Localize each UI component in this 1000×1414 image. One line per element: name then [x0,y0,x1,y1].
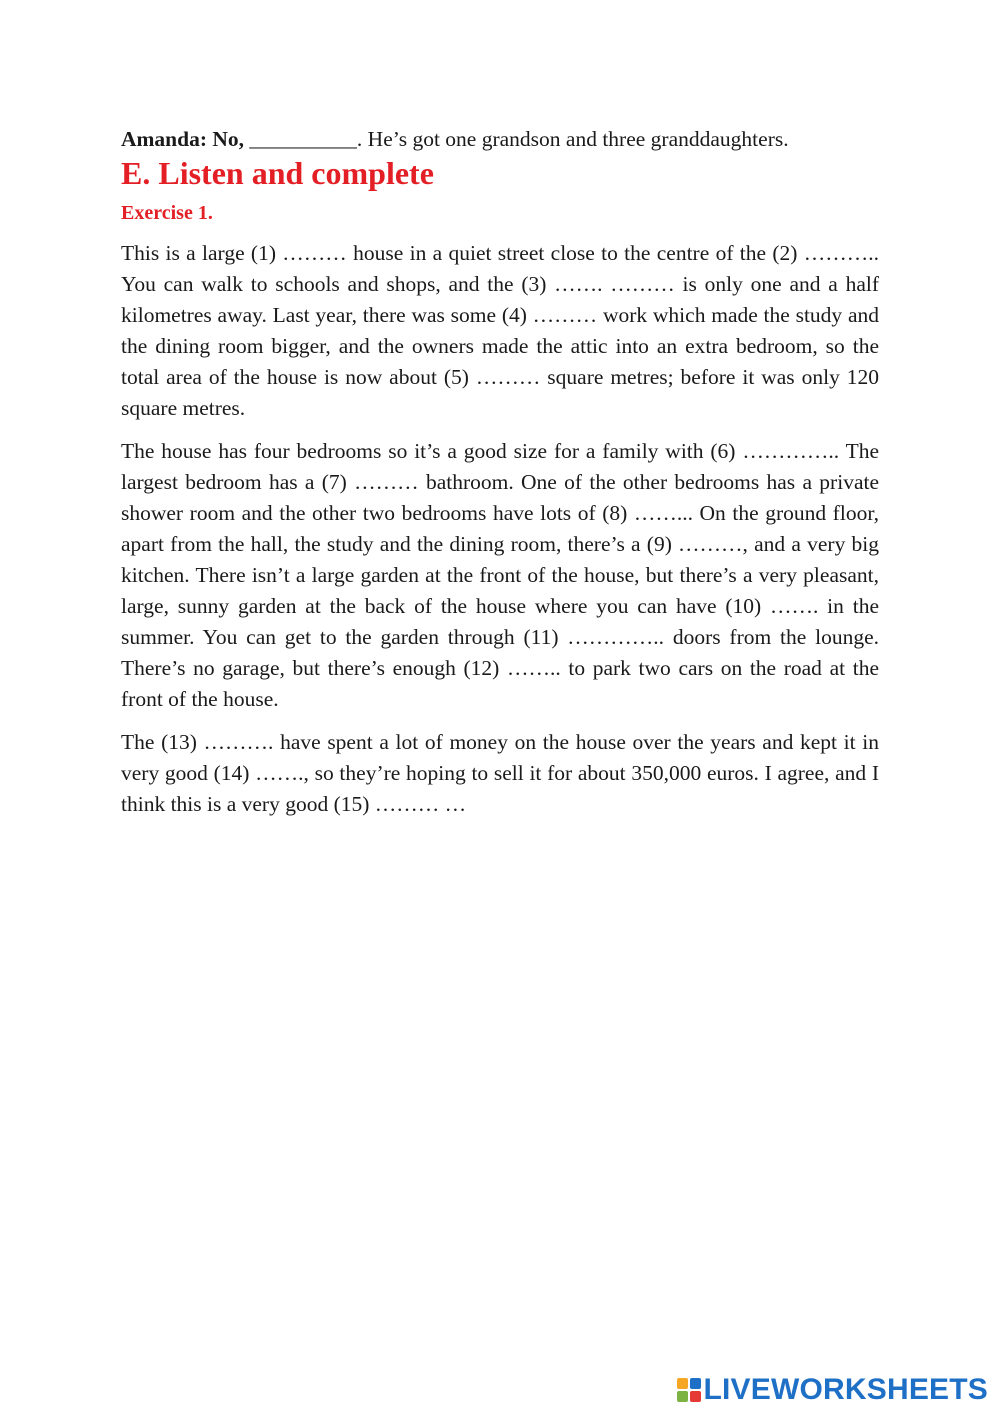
worksheet-page [121,124,879,832]
section-title: E. Listen and complete [121,155,434,191]
exercise-label: Exercise 1. [121,202,213,224]
paragraph-1: This is a large (1) ……… house in a quiet street close to the centre of the (2) ……….. You can walk to schools and shops, and the (3) ……. ……… is only one and a half kilometres away. Last year, there was some (4) ……… work which made the study and the dining room bigger, and the owners made the attic into an extra bedroom, so the total area of the house is now about (5) ……… square metres; before it was only 120 square metres. [121,241,879,420]
speaker-name: Amanda: No, [121,127,245,151]
dialogue-line [121,124,879,154]
dialogue-text: __________. He’s got one grandson and three granddaughters. [244,127,789,151]
paragraph-3: The (13) ………. have spent a lot of money on the house over the years and kept it in very good (14) ……., so they’re hoping to sell it for about 350,000 euros. I agree, and I think this is a very good (15) ……… … [121,730,879,816]
liveworksheets-logo-text: LIVEWORKSHEETS [703,1373,988,1406]
liveworksheets-logo [677,1372,989,1408]
liveworksheets-logo-icon [677,1378,701,1402]
paragraph-2: The house has four bedrooms so it’s a good size for a family with (6) ………….. The largest bedroom has a (7) ……… bathroom. One of the other bedrooms has a private shower room and the other two bedrooms have lots of (8) ……... On the ground floor, apart from the hall, the study and the dining room, there’s a (9) ………, and a very big kitchen. There isn’t a large garden at the front of the house, but there’s a very pleasant, large, sunny garden at the back of the house where you can have (10) ……. in the summer. You can get to the garden through (11) ………….. doors from the lounge. There’s no garage, but there’s enough (12) …….. to park two cars on the road at the front of the house. [121,439,879,711]
